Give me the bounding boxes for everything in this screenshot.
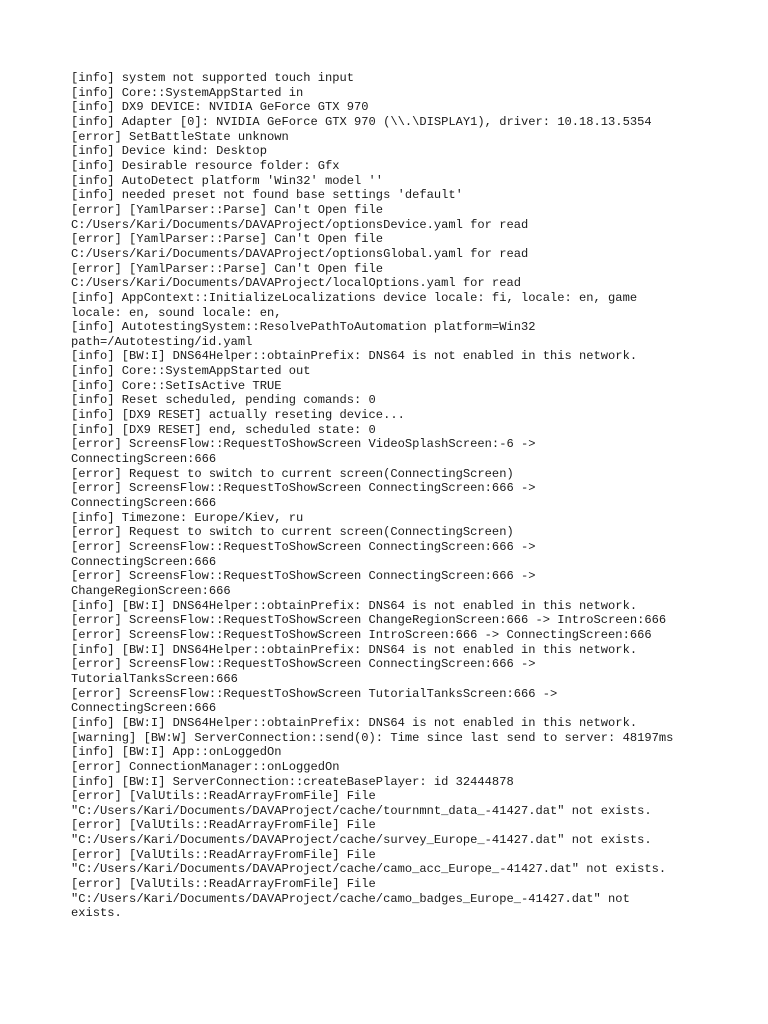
log-line: [info] [BW:I] ServerConnection::createBasePlayer: id 32444878 [71,774,514,789]
log-line: [info] Timezone: Europe/Kiev, ru [71,510,304,525]
log-line: [error] [ValUtils::ReadArrayFromFile] File "C:/Users/Kari/Documents/DAVAProject/cache/camo_badges_Europe_-41427.dat" not exists. [71,877,630,921]
log-line: [error] Request to switch to current screen(ConnectingScreen) [71,466,514,481]
log-line: [info] [BW:I] DNS64Helper::obtainPrefix: DNS64 is not enabled in this network. [71,715,638,730]
log-line: [error] [ValUtils::ReadArrayFromFile] File "C:/Users/Kari/Documents/DAVAProject/cache/survey_Europe_-41427.dat" not exists. [71,818,652,848]
log-line: [error] ScreensFlow::RequestToShowScreen ConnectingScreen:666 -> ConnectingScreen:666 [71,481,536,511]
log-line: [info] [BW:I] DNS64Helper::obtainPrefix: DNS64 is not enabled in this network. [71,598,638,613]
log-line: [info] system not supported touch input [71,71,355,85]
log-line: [error] ScreensFlow::RequestToShowScreen ConnectingScreen:666 -> ConnectingScreen:666 [71,540,536,569]
log-line: [error] ScreensFlow::RequestToShowScreen TutorialTanksScreen:666 -> ConnectingScreen:666 [71,686,558,716]
log-line: [error] [YamlParser::Parse] Can't Open file C:/Users/Kari/Documents/DAVAProject/optionsDevice.yaml for read [71,202,529,232]
log-line: [error] ConnectionManager::onLoggedOn [71,759,340,774]
log-line: [error] ScreensFlow::RequestToShowScreen ChangeRegionScreen:666 -> IntroScreen:666 [71,613,667,628]
log-line: [info] Desirable resource folder: Gfx [71,158,340,173]
log-line: [info] [BW:I] DNS64Helper::obtainPrefix: DNS64 is not enabled in this network. [71,642,638,657]
log-line: [error] Request to switch to current screen(ConnectingScreen) [71,525,514,540]
log-line: [info] Device kind: Desktop [71,144,267,159]
log-line: [info] Core::SystemAppStarted in [71,85,304,100]
log-line: [info] [BW:I] DNS64Helper::obtainPrefix: DNS64 is not enabled in this network. [71,349,638,364]
log-line: [info] Reset scheduled, pending comands: 0 [71,393,376,408]
log-line: [info] AutoDetect platform 'Win32' model '' [71,173,384,188]
log-line: [warning] [BW:W] ServerConnection::send(0): Time since last send to server: 48197ms [71,730,674,745]
log-line: [info] [DX9 RESET] actually reseting device... [71,408,405,423]
log-line: [info] [DX9 RESET] end, scheduled state: 0 [71,422,376,437]
log-line: [info] DX9 DEVICE: NVIDIA GeForce GTX 970 [71,100,369,115]
log-line: [error] [ValUtils::ReadArrayFromFile] File "C:/Users/Kari/Documents/DAVAProject/cache/tournmnt_data_-41427.dat" not exists. [71,789,652,818]
log-line: [error] [ValUtils::ReadArrayFromFile] File "C:/Users/Kari/Documents/DAVAProject/cache/camo_acc_Europe_-41427.dat" not exists. [71,847,667,877]
log-line: [info] Adapter [0]: NVIDIA GeForce GTX 970 (\\.\DISPLAY1), driver: 10.18.13.5354 [71,114,652,129]
log-line: [info] AppContext::InitializeLocalizations device locale: fi, locale: en, game locale: en, sound locale: en, [71,290,638,320]
log-line: [error] ScreensFlow::RequestToShowScreen ConnectingScreen:666 -> ChangeRegionScreen:666 [71,569,536,598]
log-line: [error] [YamlParser::Parse] Can't Open file C:/Users/Kari/Documents/DAVAProject/localOptions.yaml for read [71,261,521,291]
log-line: [error] ScreensFlow::RequestToShowScreen ConnectingScreen:666 -> TutorialTanksScreen:666 [71,657,536,686]
log-line: [info] [BW:I] App::onLoggedOn [71,745,282,760]
log-line: [info] Core::SystemAppStarted out [71,364,311,379]
log-document [71,71,711,921]
log-line: [error] ScreensFlow::RequestToShowScreen IntroScreen:666 -> ConnectingScreen:666 [71,627,652,642]
log-line: [error] [YamlParser::Parse] Can't Open file C:/Users/Kari/Documents/DAVAProject/optionsGlobal.yaml for read [71,232,529,261]
log-line: [info] needed preset not found base settings 'default' [71,188,463,203]
log-line: [error] ScreensFlow::RequestToShowScreen VideoSplashScreen:-6 -> ConnectingScreen:666 [71,437,536,467]
log-line: [info] Core::SetIsActive TRUE [71,378,282,393]
log-line: [info] AutotestingSystem::ResolvePathToAutomation platform=Win32 path=/Autotesting/id.yaml [71,320,536,349]
log-line: [error] SetBattleState unknown [71,129,289,144]
